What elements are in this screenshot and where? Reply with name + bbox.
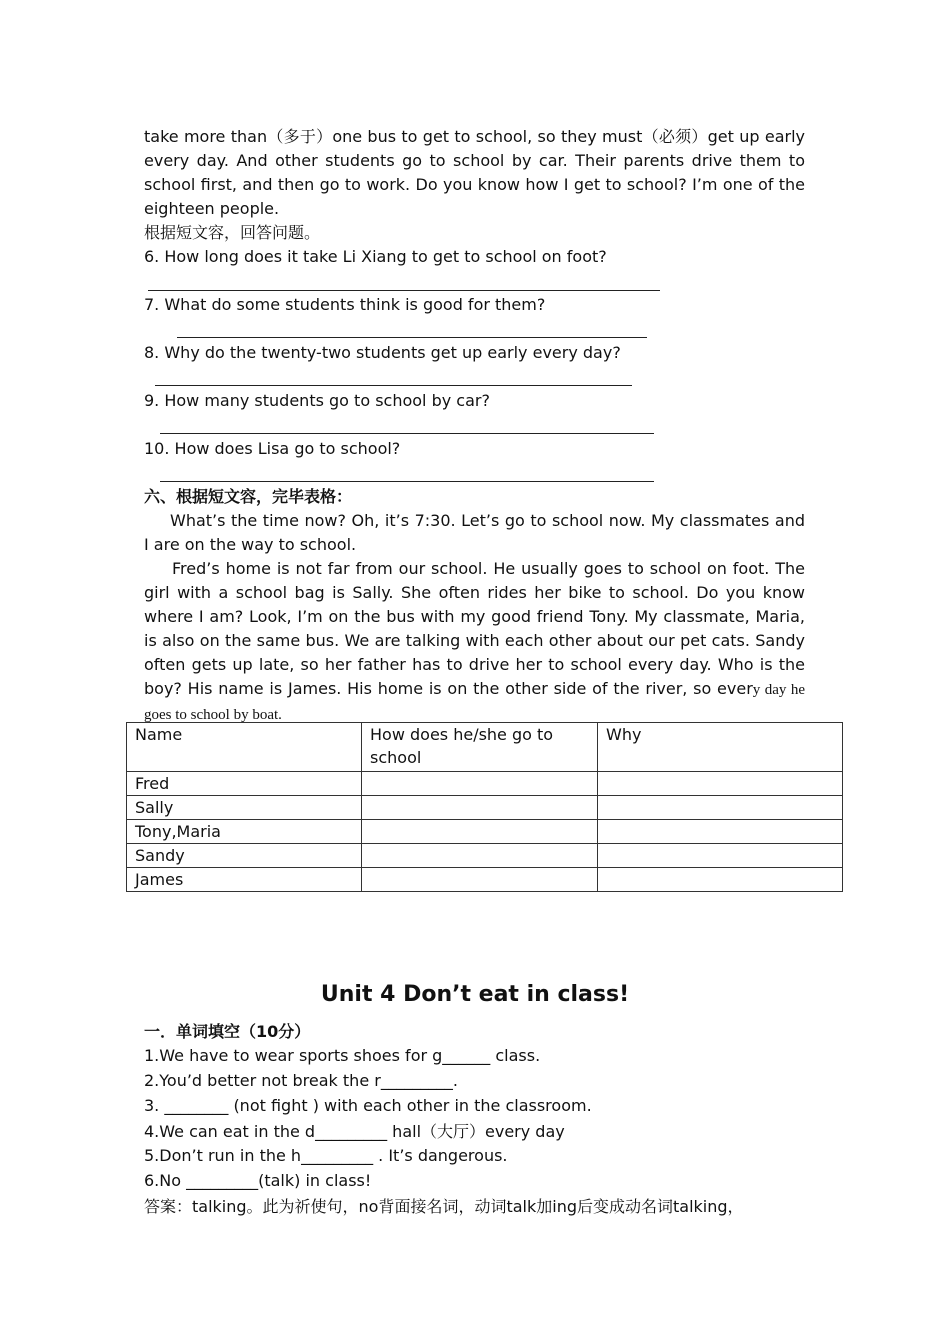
question-7: 7. What do some students think is good for them? <box>144 295 546 314</box>
row-name-tony-maria: Tony,Maria <box>127 820 362 844</box>
fill-blank-4: 4.We can eat in the d_________ hall（大厅）every day <box>144 1122 565 1141</box>
question-6: 6. How long does it take Li Xiang to get to school on foot? <box>144 247 607 266</box>
unit-4-section-heading: 一．单词填空（10分） <box>144 1022 311 1041</box>
cell-why-sandy[interactable] <box>598 844 843 868</box>
answer-explanation: 答案：talking。此为祈使句，no背面接名词，动词talk加ing后变成动名词talking， <box>144 1197 744 1216</box>
answer-line-7[interactable] <box>177 337 647 338</box>
answer-line-8[interactable] <box>155 385 632 386</box>
answer-line-9[interactable] <box>160 433 654 434</box>
passage-top: take more than（多于）one bus to get to school, so they must（必须）get up early every day. And other students go to school by car. Their parents drive them to school first, and then go to work. Do you know how I get to school? I’m one of the eighteen people. <box>144 127 805 218</box>
fill-blank-3: 3. ________ (not fight ) with each other in the classroom. <box>144 1096 592 1115</box>
cell-why-sally[interactable] <box>598 796 843 820</box>
unit-4-title: Unit 4 Don’t eat in class! <box>320 982 630 1007</box>
cell-how-james[interactable] <box>362 868 598 892</box>
header-name: Name <box>127 723 362 772</box>
question-8: 8. Why do the twenty-two students get up early every day? <box>144 343 621 362</box>
paragraph-2-tail: y day he goes to school by boat. <box>144 682 805 723</box>
cell-why-fred[interactable] <box>598 772 843 796</box>
transport-table <box>126 722 843 892</box>
section-6-heading: 六、根据短文容，完毕表格： <box>144 487 353 506</box>
fill-blank-1: 1.We have to wear sports shoes for g______ class. <box>144 1046 541 1065</box>
table-row <box>127 868 843 892</box>
section-6-paragraph-2 <box>144 557 805 727</box>
section-6-paragraph-1: What’s the time now? Oh, it’s 7:30. Let’s go to school now. My classmates and I are on the way to school. <box>144 511 805 554</box>
answer-line-10[interactable] <box>160 481 654 482</box>
row-name-sally: Sally <box>127 796 362 820</box>
instruction-answer-questions: 根据短文容，回答问题。 <box>144 223 321 242</box>
cell-how-tony-maria[interactable] <box>362 820 598 844</box>
header-why: Why <box>598 723 843 772</box>
fill-blank-2: 2.You’d better not break the r_________. <box>144 1071 458 1090</box>
row-name-james: James <box>127 868 362 892</box>
cell-how-sandy[interactable] <box>362 844 598 868</box>
table-row <box>127 772 843 796</box>
question-10: 10. How does Lisa go to school? <box>144 439 401 458</box>
table-header-row <box>127 723 843 772</box>
cell-why-tony-maria[interactable] <box>598 820 843 844</box>
table-row <box>127 796 843 820</box>
header-how: How does he/she go to school <box>362 723 598 772</box>
table-row <box>127 844 843 868</box>
question-9: 9. How many students go to school by car? <box>144 391 490 410</box>
fill-blank-6: 6.No _________(talk) in class! <box>144 1171 372 1190</box>
cell-how-fred[interactable] <box>362 772 598 796</box>
row-name-sandy: Sandy <box>127 844 362 868</box>
paragraph-2-text: Fred’s home is not far from our school. He usually goes to school on foot. The girl with a school bag is Sally. She often rides her bike to school. Do you know where I am? Look, I’m on the bus with my good friend Tony. My classmate, Maria, is also on the same bus. We are talking with each other about our pet cats. Sandy often gets up late, so her father has to drive her to school every day. Who is the boy? His name is James. His home is on the other side of the river, so ever <box>144 559 805 698</box>
table-row <box>127 820 843 844</box>
cell-why-james[interactable] <box>598 868 843 892</box>
cell-how-sally[interactable] <box>362 796 598 820</box>
fill-blank-5: 5.Don’t run in the h_________ . It’s dangerous. <box>144 1146 508 1165</box>
answer-line-6[interactable] <box>148 290 660 291</box>
row-name-fred: Fred <box>127 772 362 796</box>
